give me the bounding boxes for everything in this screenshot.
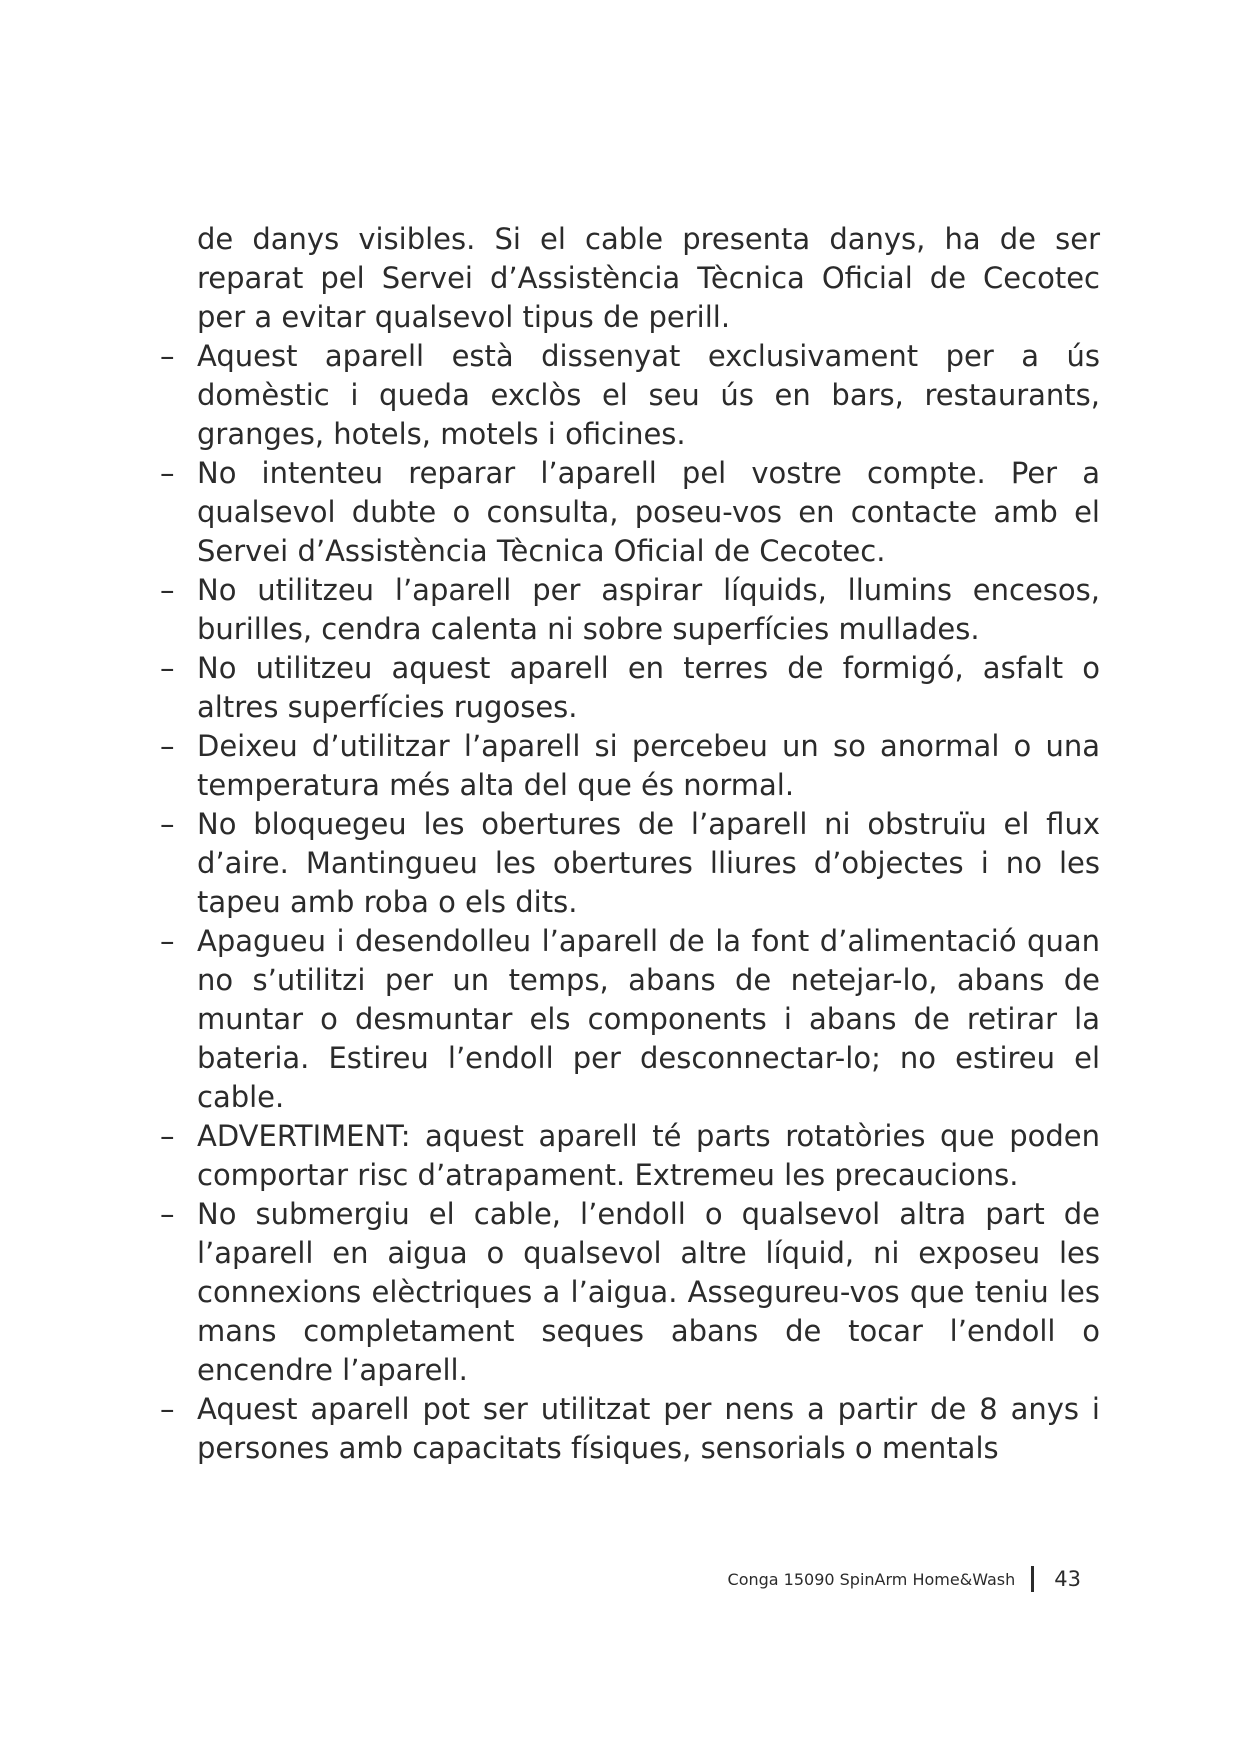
bullet-dash: – <box>160 1119 175 1153</box>
bullet-dash: – <box>160 1392 175 1426</box>
bullet-dash: – <box>160 729 175 763</box>
list-item <box>160 571 1100 649</box>
list-item <box>160 1195 1100 1390</box>
bullet-dash: – <box>160 573 175 607</box>
footer-product-title: Conga 15090 SpinArm Home&Wash <box>727 1569 1016 1589</box>
list-item-text: ADVERTIMENT: aquest aparell té parts rotatòries que poden comportar risc d’atrapament. Extremeu les precaucions. <box>197 1119 1100 1192</box>
list-item <box>160 337 1100 454</box>
bullet-dash: – <box>160 456 175 490</box>
list-item <box>160 805 1100 922</box>
bullet-dash: – <box>160 651 175 685</box>
list-item-text: No bloquegeu les obertures de l’aparell ni obstruïu el flux d’aire. Mantingueu les obertures lliures d’objectes i no les tapeu amb roba o els dits. <box>197 807 1100 919</box>
page-number: 43 <box>1054 1567 1081 1591</box>
list-item-text: No utilitzeu aquest aparell en terres de formigó, asfalt o altres superfícies rugoses. <box>197 651 1100 724</box>
page-content <box>160 220 1100 1468</box>
bullet-dash: – <box>160 1197 175 1231</box>
list-item <box>160 727 1100 805</box>
list-item-text: No intenteu reparar l’aparell pel vostre compte. Per a qualsevol dubte o consulta, poseu-vos en contacte amb el Servei d’Assistència Tècnica Oficial de Cecotec. <box>197 456 1100 568</box>
list-item-text: Deixeu d’utilitzar l’aparell si percebeu un so anormal o una temperatura més alta del que és normal. <box>197 729 1100 802</box>
bullet-dash: – <box>160 807 175 841</box>
list-item <box>160 922 1100 1117</box>
list-item-text: Aquest aparell pot ser utilitzat per nens a partir de 8 anys i persones amb capacitats físiques, sensorials o mentals <box>197 1392 1100 1465</box>
bullet-dash: – <box>160 924 175 958</box>
footer-divider <box>1031 1566 1034 1592</box>
safety-list <box>160 337 1100 1468</box>
bullet-dash: – <box>160 339 175 373</box>
list-item-text: No utilitzeu l’aparell per aspirar líquids, llumins encesos, burilles, cendra calenta ni sobre superfícies mullades. <box>197 573 1100 646</box>
list-item <box>160 1117 1100 1195</box>
list-item-text: No submergiu el cable, l’endoll o qualsevol altra part de l’aparell en aigua o qualsevol altre líquid, ni exposeu les connexions elèctriques a l’aigua. Assegureu-vos que teniu les mans completament seques abans de tocar l’endoll o encendre l’aparell. <box>197 1197 1100 1387</box>
list-item <box>160 1390 1100 1468</box>
continuation-paragraph: de danys visibles. Si el cable presenta danys, ha de ser reparat pel Servei d’Assistència Tècnica Oficial de Cecotec per a evitar qualsevol tipus de perill. <box>197 222 1100 334</box>
list-item <box>160 649 1100 727</box>
list-item <box>160 454 1100 571</box>
list-item-text: Aquest aparell està dissenyat exclusivament per a ús domèstic i queda exclòs el seu ús en bars, restaurants, granges, hotels, motels i oficines. <box>197 339 1100 451</box>
page-footer <box>728 1566 1081 1592</box>
list-item-text: Apagueu i desendolleu l’aparell de la font d’alimentació quan no s’utilitzi per un temps, abans de netejar-lo, abans de muntar o desmuntar els components i abans de retirar la bateria. Estireu l’endoll per desconnectar-lo; no estireu el cable. <box>197 924 1100 1114</box>
